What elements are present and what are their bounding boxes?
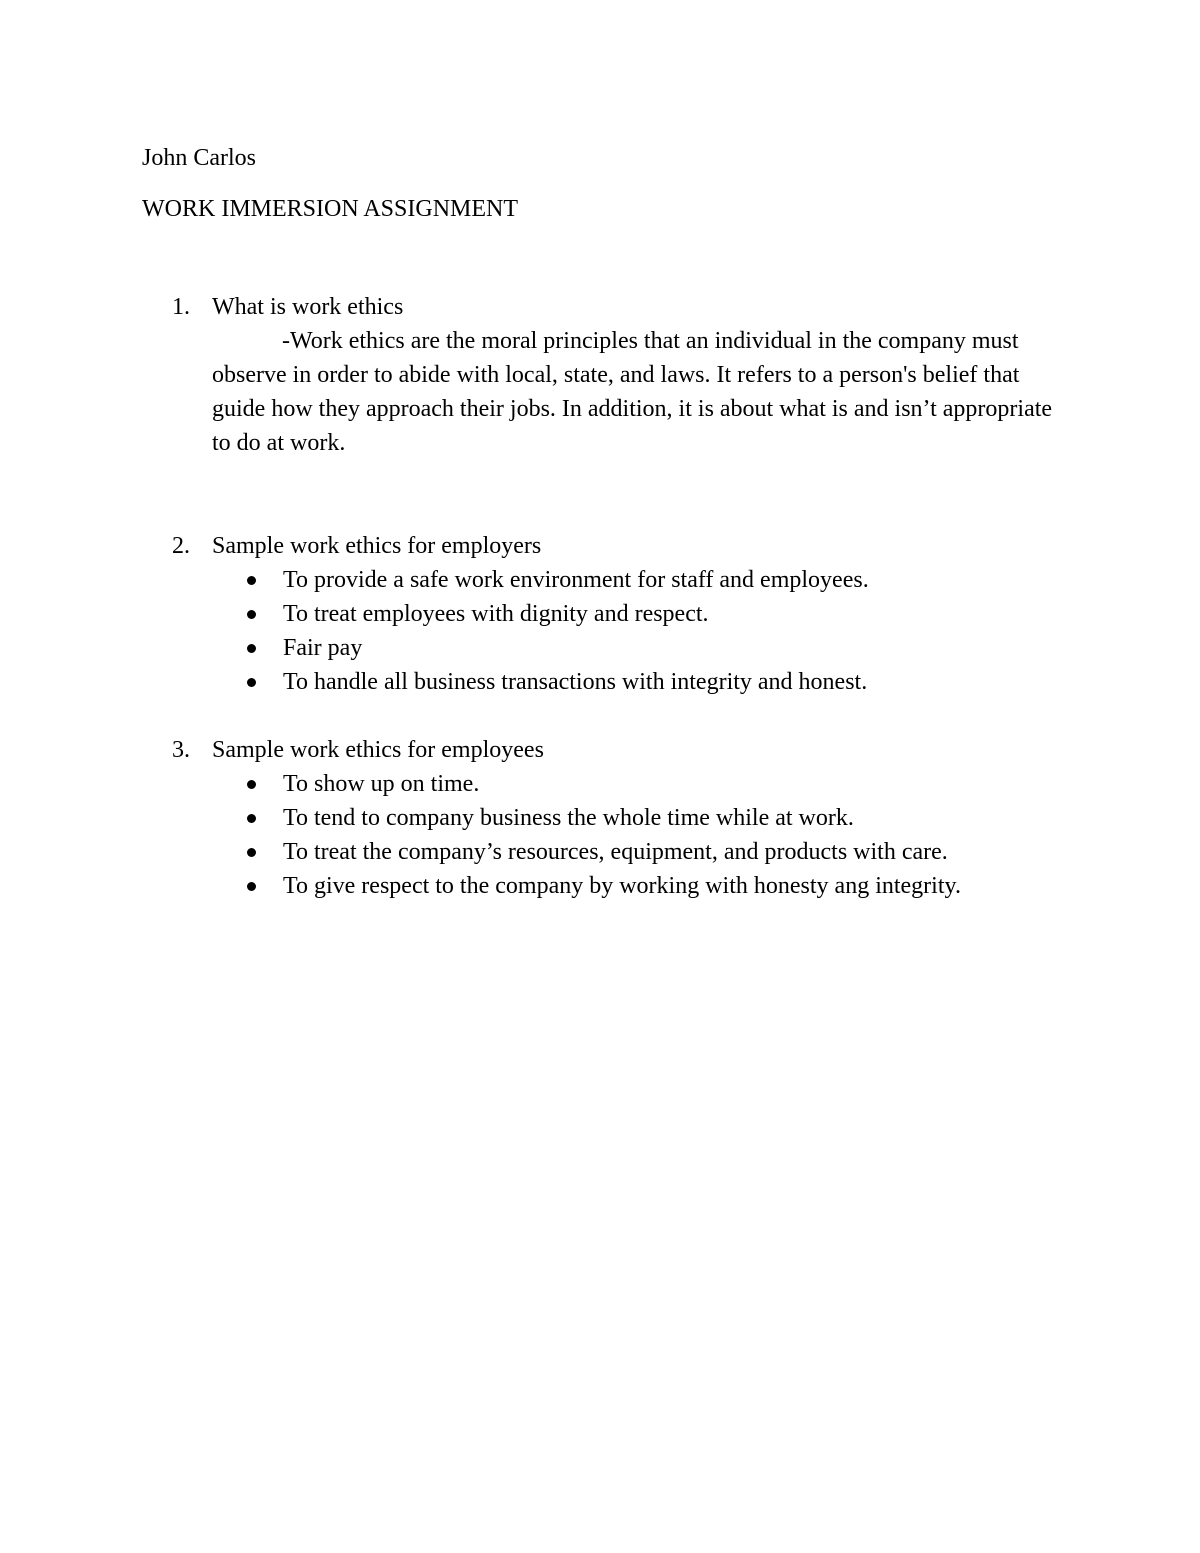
list-item-text: To tend to company business the whole time while at work. <box>283 805 854 831</box>
assignment-title: WORK IMMERSION ASSIGNMENT <box>142 196 519 222</box>
bullet-icon <box>247 678 256 687</box>
list-item-text: To treat employees with dignity and respect. <box>283 601 709 627</box>
bullet-icon <box>247 814 256 823</box>
list-item-text: To treat the company’s resources, equipment, and products with care. <box>283 839 948 865</box>
list-item-text: To provide a safe work environment for staff and employees. <box>283 567 869 593</box>
list-item-text: To show up on time. <box>283 771 480 797</box>
list-item-text: Fair pay <box>283 635 363 661</box>
author-name: John Carlos <box>142 145 256 171</box>
list-item-text: To handle all business transactions with integrity and honest. <box>283 669 868 695</box>
question-text: Sample work ethics for employees <box>212 737 544 763</box>
bullet-icon <box>247 848 256 857</box>
question-number: 1. <box>172 294 190 320</box>
bullet-icon <box>247 644 256 653</box>
question-number: 3. <box>172 737 190 763</box>
bullet-icon <box>247 576 256 585</box>
bullet-icon <box>247 610 256 619</box>
bullet-icon <box>247 882 256 891</box>
bullet-icon <box>247 780 256 789</box>
question-answer: -Work ethics are the moral principles that an individual in the company must observe in order to abide with local, state, and laws. It refers to a person's belief that guide how they approach their jobs. In addition, it is about what is and isn’t appropriate to do at work. <box>212 328 1053 456</box>
question-text: What is work ethics <box>212 294 404 320</box>
list-item-text: To give respect to the company by working with honesty ang integrity. <box>283 873 961 899</box>
question-text: Sample work ethics for employers <box>212 533 542 559</box>
question-number: 2. <box>172 533 190 559</box>
